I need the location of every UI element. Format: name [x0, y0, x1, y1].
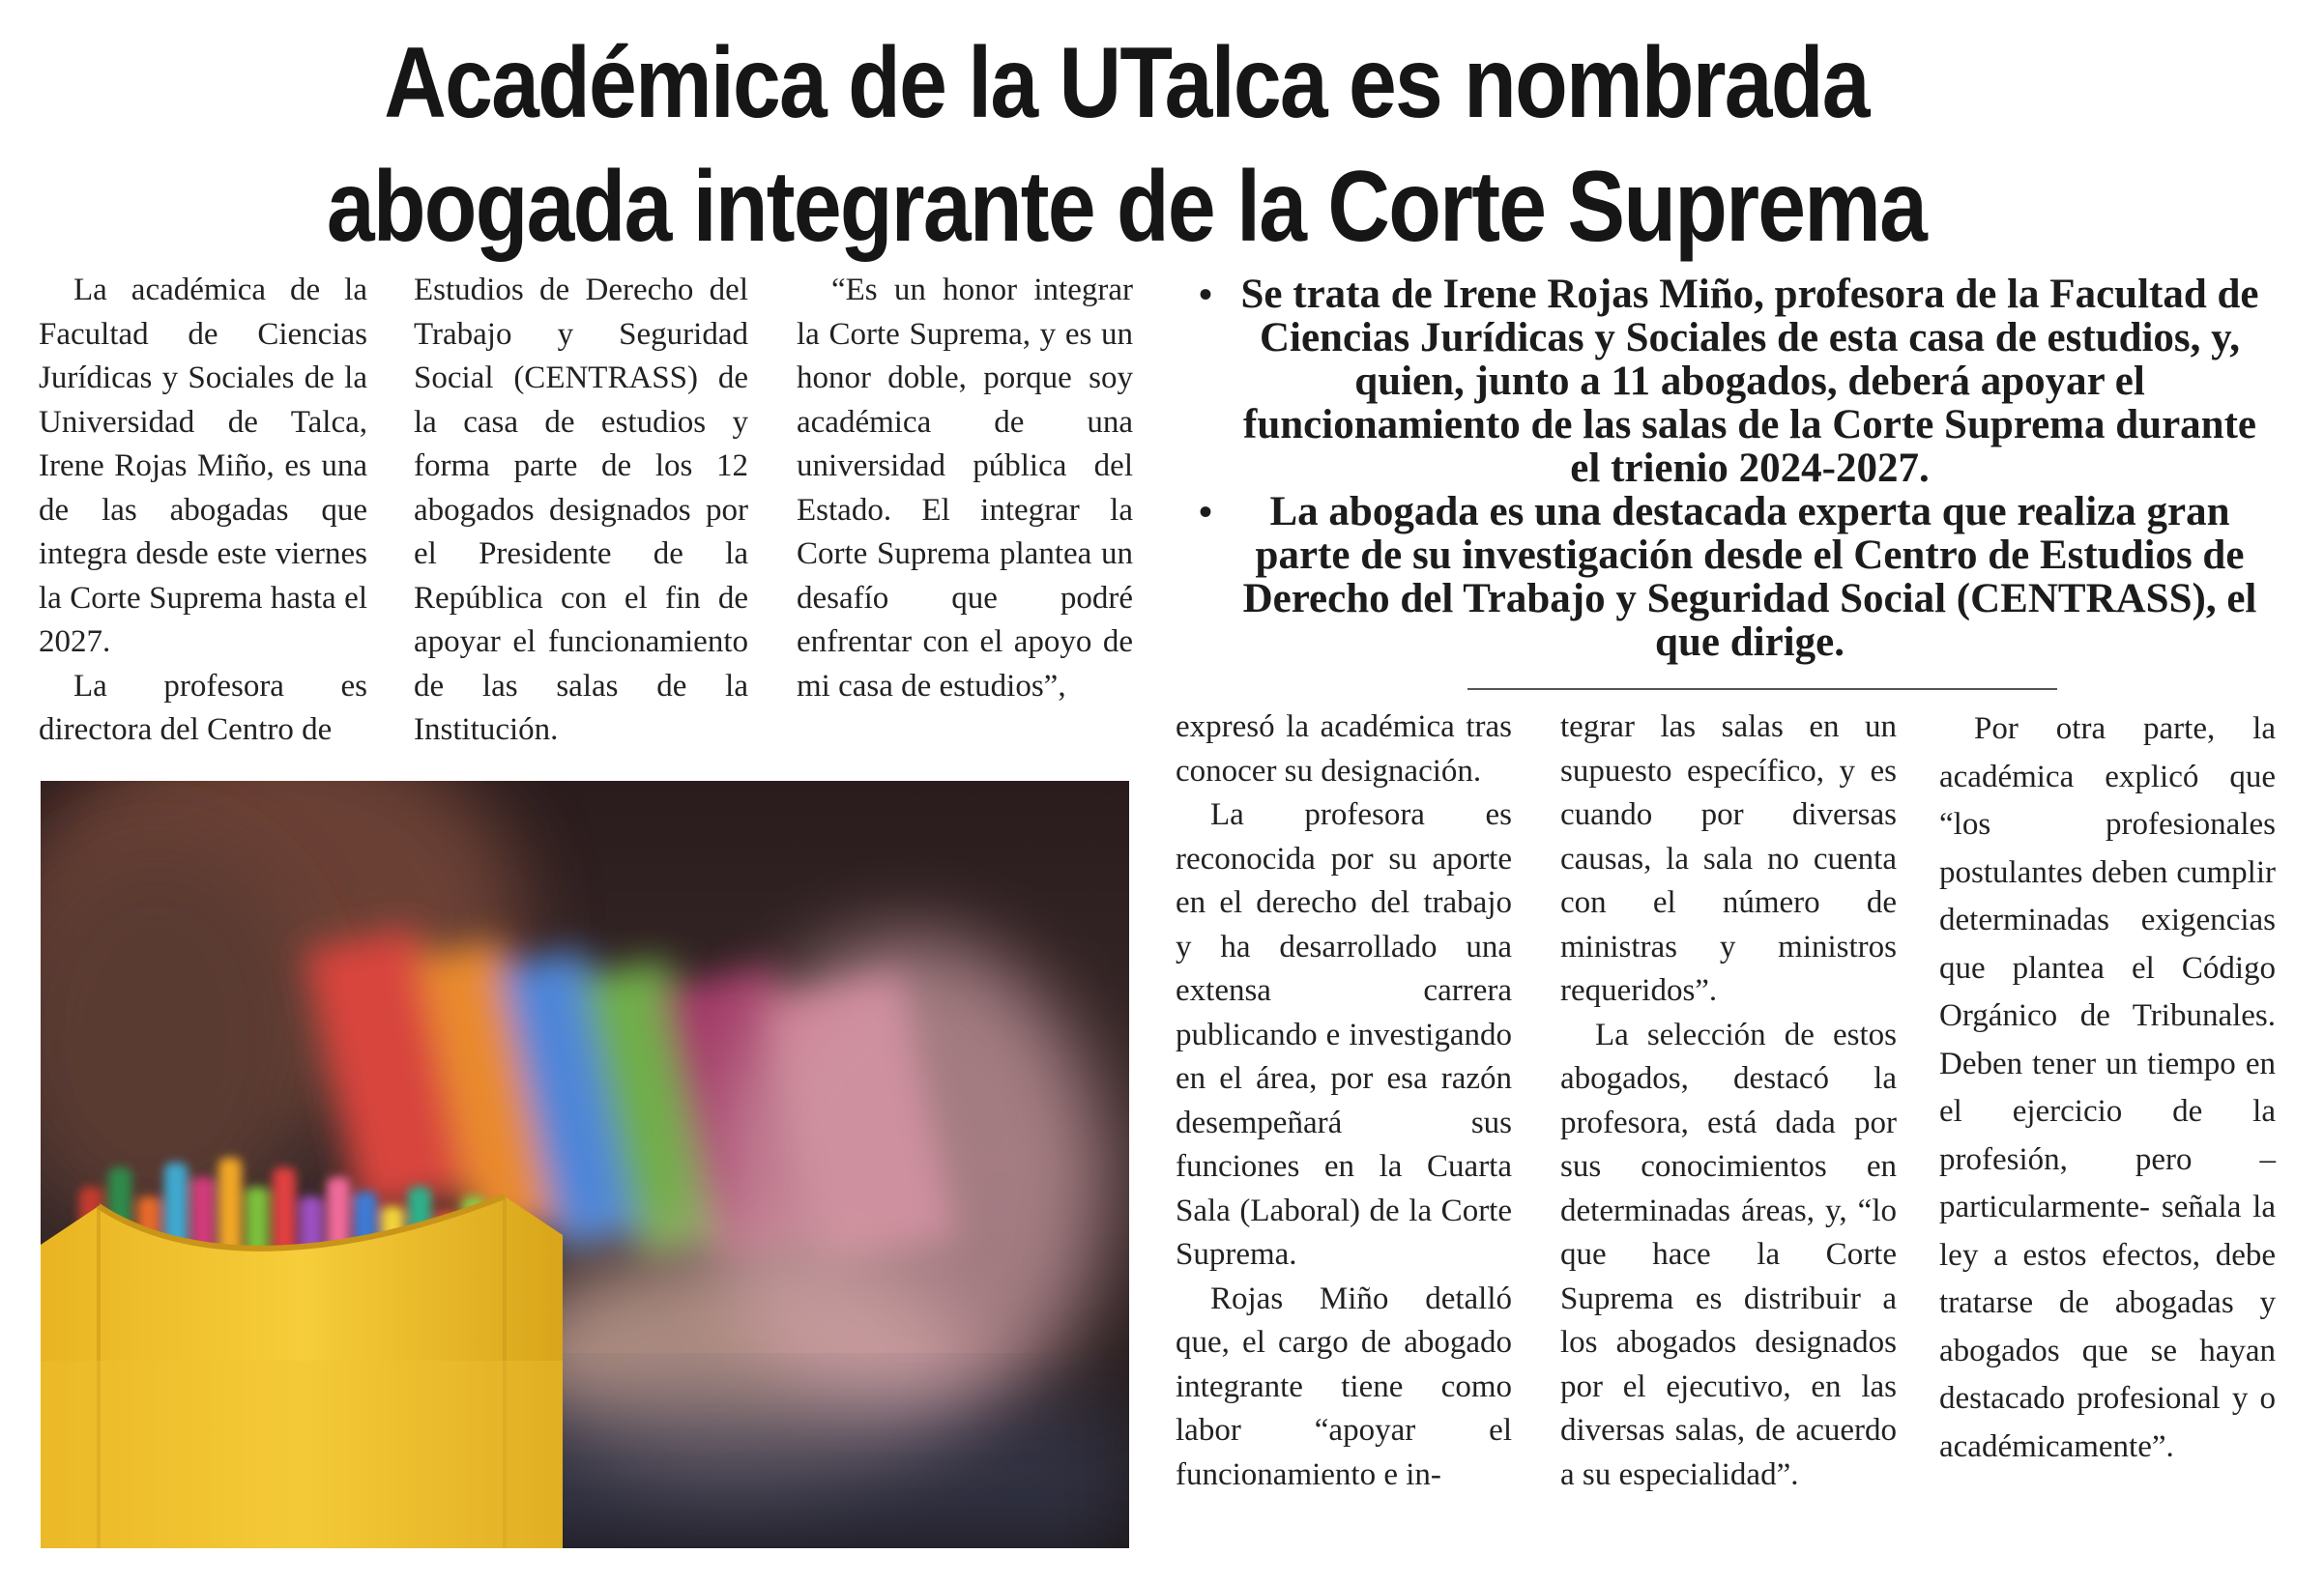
divider — [1467, 688, 2057, 690]
paragraph: Por otra parte, la académica explicó que “los profesionales postulantes deben cumplir determinadas exigencias que plantea el Código Orgánico de Tribunales. Deben tener un tiempo en el ejercicio de la profesión, pero –particularmente- señala la ley a estos efectos, debe tratarse de abogadas y abogados que se hayan destacado profesional y o académicamente”. — [1939, 711, 2276, 1464]
paragraph: “Es un honor integrar la Corte Suprema, y es un honor doble, porque soy académica de una universidad pública del Estado. El integrar la Corte Suprema plantea un desafío que podré enfrentar con el apoyo de mi casa de estudios”, — [797, 273, 1133, 704]
bullet-icon: • — [1199, 273, 1213, 316]
article-column-5 — [1560, 705, 1897, 1497]
headline-line-1: Académica de la UTalca es nombrada — [384, 27, 1869, 139]
summary-bullet-text: La abogada es una destacada experta que realiza gran parte de su investigación desde el Centro de Estudios de Derecho del Trabajo y Seguridad Social (CENTRASS), el que dirige. — [1242, 489, 2257, 665]
article-column-1 — [39, 269, 367, 753]
paragraph: La profesora es reconocida por su aporte en el derecho del trabajo y ha desarrollado una extensa carrera publicando e investigando en el área, por esa razón desempeñará sus funciones en la Cuarta Sala (Laboral) de la Corte Suprema. — [1176, 797, 1512, 1272]
paragraph: Rojas Miño detalló que, el cargo de abogado integrante tiene como labor “apoyar el funcionamiento e in- — [1176, 1281, 1512, 1492]
headline — [158, 21, 2095, 269]
paragraph: La profesora es directora del Centro de — [39, 668, 367, 747]
paragraph: La selección de estos abogados, destacó la profesora, está dada por sus conocimientos en determinadas áreas, y, “lo que hace la Corte Suprema es distribuir a los abogados designados por el ejecutivo, en las diversas salas, de acuerdo a su especialidad”. — [1560, 1017, 1897, 1492]
article-column-3 — [797, 269, 1133, 708]
paragraph: Estudios de Derecho del Trabajo y Seguridad Social (CENTRASS) de la casa de estudios y forma parte de los 12 abogados designados por el Presidente de la República con el fin de apoyar el funcionamiento de las salas de la Institución. — [414, 273, 748, 747]
crayons-photo-illustration — [41, 781, 1129, 1548]
article-photo — [41, 781, 1129, 1548]
summary-bullet-item — [1199, 490, 2262, 664]
summary-bullet-item — [1199, 273, 2262, 490]
paragraph: La académica de la Facultad de Ciencias Jurídicas y Sociales de la Universidad de Talca, Irene Rojas Miño, es una de las abogadas que integra desde este viernes la Corte Suprema hasta el 2027. — [39, 273, 367, 659]
summary-bullet-text: Se trata de Irene Rojas Miño, profesora de la Facultad de Ciencias Jurídicas y Sociales de esta casa de estudios, y, quien, junto a 11 abogados, deberá apoyar el funcionamiento de las salas de la Corte Suprema durante el trienio 2024-2027. — [1240, 272, 2259, 491]
paragraph: expresó la académica tras conocer su designación. — [1176, 709, 1512, 789]
article-column-2 — [414, 269, 748, 753]
bullet-icon: • — [1199, 490, 1213, 533]
paragraph: tegrar las salas en un supuesto específico, y es cuando por diversas causas, la sala no cuenta con el número de ministras y ministros requeridos”. — [1560, 709, 1897, 1008]
headline-line-2: abogada integrante de la Corte Suprema — [326, 151, 1927, 263]
article-column-6 — [1939, 705, 2276, 1471]
summary-bullets — [1199, 273, 2262, 664]
article-column-4 — [1176, 705, 1512, 1497]
